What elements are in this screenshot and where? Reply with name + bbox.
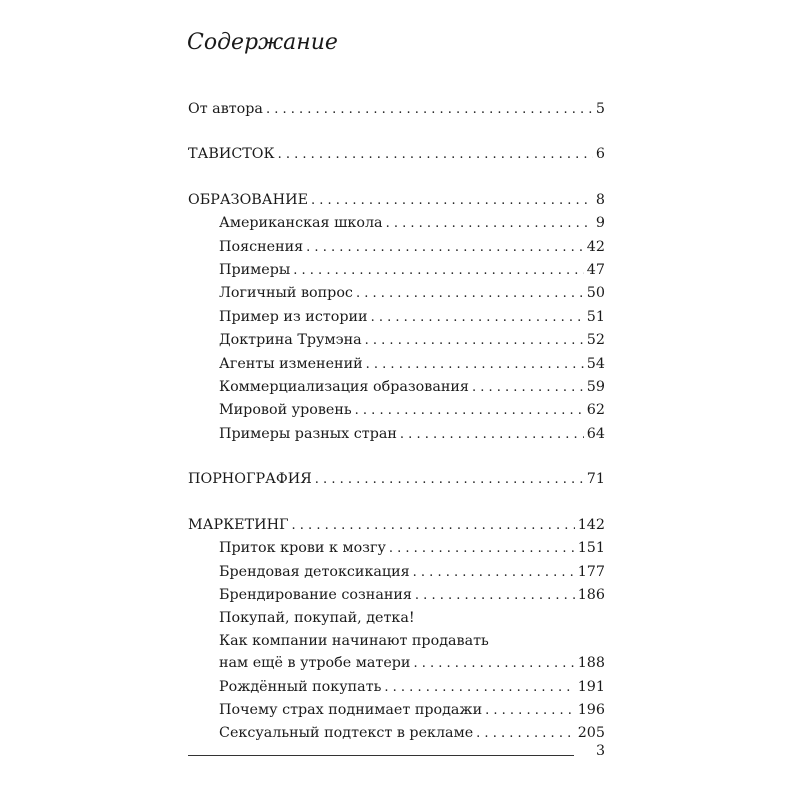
toc-entry-page: 9: [595, 215, 605, 232]
table-of-contents: [188, 98, 605, 746]
page-title: Содержание: [187, 30, 338, 55]
toc-entry-page: 47: [586, 262, 605, 279]
toc-entry-page: 196: [577, 701, 605, 718]
toc-entry-page: 205: [577, 725, 605, 742]
toc-dot-leader: [266, 98, 593, 121]
toc-entry-page: 8: [595, 191, 605, 208]
toc-entry[interactable]: [188, 652, 605, 675]
toc-dot-leader: [292, 514, 575, 537]
toc-dot-leader: [476, 722, 575, 745]
footer-rule: [188, 755, 574, 756]
toc-entry-title: Примеры: [219, 262, 291, 279]
toc-dot-leader: [384, 676, 574, 699]
toc-entry-page: 191: [577, 678, 605, 695]
toc-entry-page: 71: [586, 471, 605, 488]
toc-dot-leader: [485, 699, 575, 722]
toc-entry-page: 62: [586, 402, 605, 419]
toc-entry[interactable]: [188, 212, 605, 235]
toc-entry[interactable]: [188, 607, 605, 629]
toc-entry-page: 151: [577, 540, 605, 557]
toc-dot-leader: [366, 353, 584, 376]
toc-entry-page: 64: [586, 425, 605, 442]
toc-dot-leader: [306, 236, 584, 259]
toc-entry-title: От автора: [188, 101, 263, 117]
toc-entry[interactable]: [188, 98, 605, 121]
toc-entry[interactable]: [188, 236, 605, 259]
toc-entry-title: ТАВИСТОК: [188, 146, 275, 163]
toc-entry-page: 186: [577, 586, 605, 603]
toc-entry-title: Приток крови к мозгу: [219, 540, 386, 557]
toc-entry[interactable]: [188, 282, 605, 305]
toc-entry-title: Американская школа: [219, 215, 383, 232]
toc-entry-title: Логичный вопрос: [219, 285, 353, 302]
toc-entry-title: Рождённый покупать: [219, 678, 382, 695]
toc-entry-page: 59: [586, 379, 605, 396]
toc-entry[interactable]: [188, 329, 605, 352]
toc-entry-title: Брендирование сознания: [219, 586, 412, 603]
toc-entry-page: 52: [586, 332, 605, 349]
toc-entry-page: 42: [586, 238, 605, 255]
toc-entry[interactable]: [188, 423, 605, 446]
toc-entry[interactable]: [188, 537, 605, 560]
toc-entry[interactable]: [188, 561, 605, 584]
toc-entry-page: 188: [577, 655, 605, 672]
toc-dot-leader: [472, 376, 584, 399]
page-number: 3: [596, 743, 606, 759]
toc-entry-page: 142: [577, 516, 605, 533]
toc-dot-leader: [355, 399, 584, 422]
toc-dot-leader: [371, 306, 584, 329]
toc-entry-title: нам ещё в утробе матери: [219, 655, 411, 672]
toc-entry-title: Сексуальный подтекст в рекламе: [219, 725, 474, 742]
toc-dot-leader: [315, 468, 584, 491]
toc-entry-page: 54: [586, 355, 605, 372]
toc-entry-title: Пояснения: [219, 238, 304, 255]
toc-dot-leader: [400, 423, 584, 446]
toc-entry-title: Покупай, покупай, детка!: [219, 610, 415, 627]
toc-entry-page: 6: [595, 146, 605, 163]
toc-dot-leader: [356, 282, 584, 305]
toc-entry[interactable]: [188, 630, 605, 652]
toc-entry[interactable]: [188, 722, 605, 745]
toc-dot-leader: [413, 561, 575, 584]
toc-entry-page: 177: [577, 563, 605, 580]
toc-entry[interactable]: [188, 468, 605, 491]
toc-entry-page: 5: [595, 101, 605, 117]
toc-entry[interactable]: [188, 259, 605, 282]
toc-entry[interactable]: [188, 306, 605, 329]
toc-entry[interactable]: [188, 699, 605, 722]
toc-entry[interactable]: [188, 189, 605, 212]
toc-entry-title: Примеры разных стран: [219, 425, 397, 442]
toc-entry-title: Коммерциализация образования: [219, 379, 469, 396]
toc-entry-title: Мировой уровень: [219, 402, 352, 419]
toc-dot-leader: [278, 143, 593, 166]
toc-entry[interactable]: [188, 676, 605, 699]
toc-entry[interactable]: [188, 143, 605, 166]
toc-entry-page: 50: [586, 285, 605, 302]
toc-entry-title: Брендовая детоксикация: [219, 563, 410, 580]
toc-entry-title: МАРКЕТИНГ: [188, 516, 289, 533]
toc-entry-title: ПОРНОГРАФИЯ: [188, 471, 312, 488]
toc-dot-leader: [413, 652, 574, 675]
toc-dot-leader: [293, 259, 584, 282]
toc-dot-leader: [311, 189, 593, 212]
toc-dot-leader: [415, 584, 575, 607]
toc-entry[interactable]: [188, 353, 605, 376]
toc-dot-leader: [386, 212, 593, 235]
toc-entry-title: Пример из истории: [219, 308, 368, 325]
toc-entry-title: Агенты изменений: [219, 355, 363, 372]
toc-dot-leader: [389, 537, 575, 560]
toc-entry[interactable]: [188, 399, 605, 422]
toc-entry-title: Как компании начинают продавать: [219, 632, 489, 649]
toc-entry-title: ОБРАЗОВАНИЕ: [188, 191, 309, 208]
toc-entry[interactable]: [188, 376, 605, 399]
toc-entry-title: Почему страх поднимает продажи: [219, 701, 483, 718]
toc-entry[interactable]: [188, 584, 605, 607]
toc-entry-page: 51: [586, 308, 605, 325]
toc-entry-title: Доктрина Трумэна: [219, 332, 362, 349]
toc-dot-leader: [365, 329, 584, 352]
toc-entry[interactable]: [188, 514, 605, 537]
